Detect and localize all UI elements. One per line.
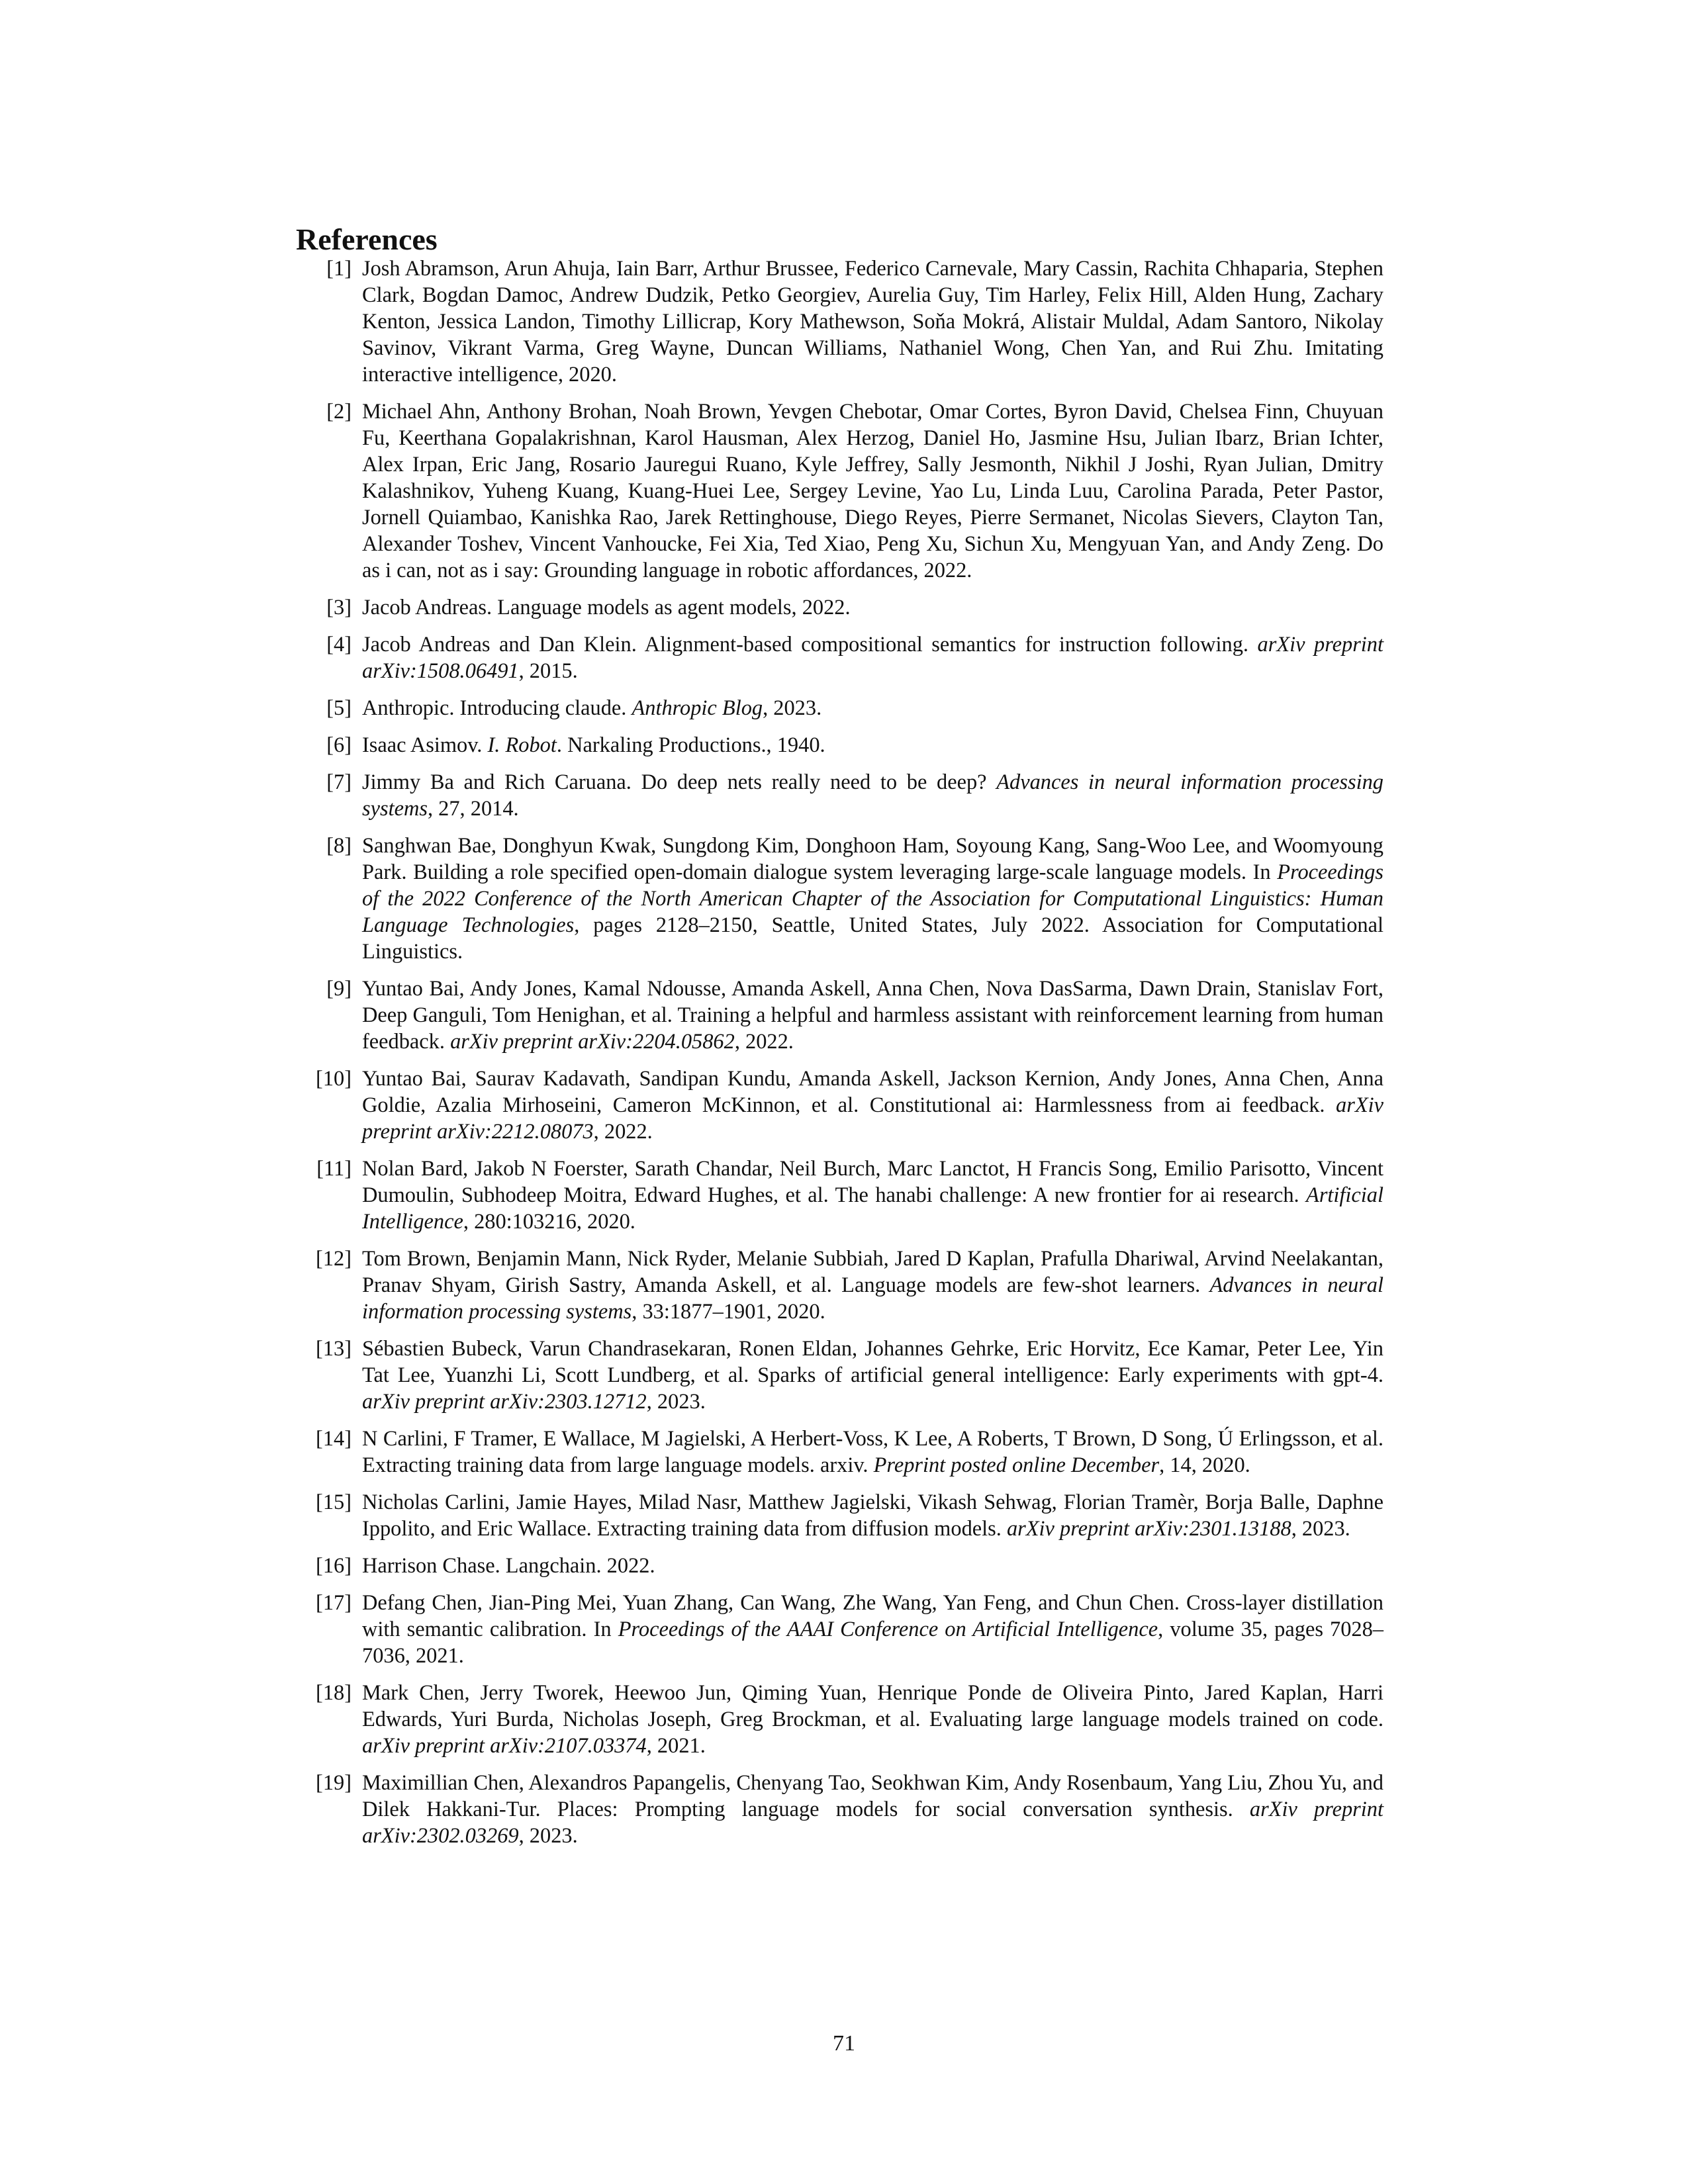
- reference-venue: arXiv preprint arXiv:2107.03374: [362, 1734, 647, 1758]
- page-number: 71: [833, 2031, 855, 2056]
- reference-text: [362, 398, 1383, 584]
- reference-segment: , 33:1877–1901, 2020.: [632, 1300, 825, 1324]
- reference-text: [362, 594, 1383, 621]
- reference-segment: . Narkaling Productions., 1940.: [556, 733, 825, 757]
- reference-segment: Harrison Chase. Langchain. 2022.: [362, 1554, 655, 1578]
- reference-item: [296, 255, 1383, 388]
- reference-segment: Maximillian Chen, Alexandros Papangelis, Chenyang Tao, Seokhwan Kim, Andy Rosenbaum, Yang Liu, Zhou Yu, and Dilek Hakkani-Tur. Places: Prompting language models for social conversation synthesis.: [362, 1771, 1383, 1821]
- reference-segment: Jimmy Ba and Rich Caruana. Do deep nets really need to be deep?: [362, 770, 997, 794]
- reference-segment: Nicholas Carlini, Jamie Hayes, Milad Nasr, Matthew Jagielski, Vikash Sehwag, Florian Tramèr, Borja Balle, Daphne Ippolito, and Eric Wallace. Extracting training data from diffusion models.: [362, 1490, 1383, 1541]
- reference-item: [296, 769, 1383, 822]
- reference-venue: arXiv preprint arXiv:2303.12712: [362, 1390, 647, 1414]
- reference-text: [362, 1590, 1383, 1669]
- references-list: [296, 255, 1383, 1860]
- reference-item: [296, 1489, 1383, 1542]
- reference-text: [362, 1336, 1383, 1415]
- reference-text: [362, 1246, 1383, 1325]
- reference-segment: , 280:103216, 2020.: [463, 1210, 635, 1234]
- reference-number: [2]: [326, 400, 352, 424]
- reference-venue: Proceedings of the 2022 Conference of the North American Chapter of the Association for Computational Linguistics: Human Language Technologies: [362, 860, 1383, 937]
- reference-text: [362, 255, 1383, 388]
- reference-text: [362, 1680, 1383, 1759]
- reference-number: [14]: [316, 1427, 352, 1451]
- reference-number: [18]: [316, 1681, 352, 1705]
- reference-number: [9]: [326, 977, 352, 1001]
- reference-number: [10]: [316, 1067, 352, 1091]
- reference-segment: Josh Abramson, Arun Ahuja, Iain Barr, Arthur Brussee, Federico Carnevale, Mary Cassin, Rachita Chhaparia, Stephen Clark, Bogdan Damoc, Andrew Dudzik, Petko Georgiev, Aurelia Guy, Tim Harley, Felix Hill, Alden Hung, Zachary Kenton, Jessica Landon, Timothy Lillicrap, Kory Mathewson, Soňa Mokrá, Alistair Muldal, Adam Santoro, Nikolay Savinov, Vikrant Varma, Greg Wayne, Duncan Williams, Nathaniel Wong, Chen Yan, and Rui Zhu. Imitating interactive intelligence, 2020.: [362, 257, 1383, 387]
- reference-number: [8]: [326, 834, 352, 858]
- reference-item: [296, 732, 1383, 758]
- reference-text: [362, 1066, 1383, 1145]
- reference-segment: , 2015.: [518, 659, 578, 683]
- reference-text: [362, 769, 1383, 822]
- reference-segment: Tom Brown, Benjamin Mann, Nick Ryder, Melanie Subbiah, Jared D Kaplan, Prafulla Dhariwal, Arvind Neelakantan, Pranav Shyam, Girish Sastry, Amanda Askell, et al. Language models are few-shot learners.: [362, 1247, 1383, 1297]
- reference-segment: Anthropic. Introducing claude.: [362, 696, 632, 720]
- reference-number: [3]: [326, 596, 352, 619]
- reference-item: [296, 1066, 1383, 1145]
- reference-item: [296, 833, 1383, 965]
- reference-segment: , 2023.: [1291, 1517, 1350, 1541]
- reference-segment: , volume 35, pages 7028–7036, 2021.: [362, 1617, 1383, 1668]
- reference-segment: Yuntao Bai, Saurav Kadavath, Sandipan Kundu, Amanda Askell, Jackson Kernion, Andy Jones, Anna Chen, Anna Goldie, Azalia Mirhoseini, Cameron McKinnon, et al. Constitutional ai: Harmlessness from ai feedback.: [362, 1067, 1383, 1117]
- reference-segment: , 2022.: [734, 1030, 794, 1054]
- reference-text: [362, 732, 1383, 758]
- reference-venue: arXiv preprint arXiv:1508.06491: [362, 633, 1384, 683]
- reference-segment: , pages 2128–2150, Seattle, United States, July 2022. Association for Computational Linguistics.: [362, 913, 1383, 964]
- reference-item: [296, 1426, 1383, 1479]
- reference-venue: arXiv preprint arXiv:2204.05862: [450, 1030, 735, 1054]
- reference-venue: Advances in neural information processing systems: [362, 770, 1383, 821]
- reference-text: [362, 976, 1383, 1055]
- reference-item: [296, 1246, 1383, 1325]
- reference-number: [17]: [316, 1591, 352, 1615]
- reference-item: [296, 594, 1383, 621]
- reference-text: [362, 631, 1383, 684]
- reference-number: [6]: [326, 733, 352, 757]
- reference-segment: , 14, 2020.: [1159, 1453, 1250, 1477]
- reference-segment: Sébastien Bubeck, Varun Chandrasekaran, Ronen Eldan, Johannes Gehrke, Eric Horvitz, Ece Kamar, Peter Lee, Yin Tat Lee, Yuanzhi Li, Scott Lundberg, et al. Sparks of artificial general intelligence: Early experiments with gpt-4.: [362, 1337, 1383, 1387]
- reference-segment: Jacob Andreas and Dan Klein. Alignment-based compositional semantics for instruction following.: [362, 633, 1258, 657]
- reference-number: [15]: [316, 1490, 352, 1514]
- reference-text: [362, 1156, 1383, 1235]
- reference-segment: , 2021.: [646, 1734, 706, 1758]
- reference-venue: Anthropic Blog: [632, 696, 763, 720]
- reference-segment: Jacob Andreas. Language models as agent models, 2022.: [362, 596, 851, 619]
- reference-venue: Preprint posted online December: [873, 1453, 1160, 1477]
- reference-text: [362, 1426, 1383, 1479]
- reference-venue: arXiv preprint arXiv:2212.08073: [362, 1093, 1383, 1144]
- reference-item: [296, 1553, 1383, 1579]
- reference-text: [362, 1770, 1383, 1849]
- reference-text: [362, 1553, 1383, 1579]
- reference-venue: I. Robot: [487, 733, 557, 757]
- reference-number: [11]: [316, 1157, 352, 1181]
- reference-text: [362, 1489, 1383, 1542]
- reference-number: [1]: [326, 257, 352, 281]
- reference-segment: N Carlini, F Tramer, E Wallace, M Jagielski, A Herbert-Voss, K Lee, A Roberts, T Brown, D Song, Ú Erlingsson, et al. Extracting training data from large language models. arxiv.: [362, 1427, 1383, 1477]
- reference-item: [296, 695, 1383, 721]
- reference-segment: , 27, 2014.: [427, 797, 519, 821]
- reference-number: [13]: [316, 1337, 352, 1361]
- reference-segment: , 2023.: [646, 1390, 706, 1414]
- reference-text: [362, 833, 1383, 965]
- reference-segment: , 2023.: [763, 696, 822, 720]
- reference-item: [296, 398, 1383, 584]
- reference-venue: arXiv preprint arXiv:2301.13188: [1006, 1517, 1291, 1541]
- reference-number: [5]: [326, 696, 352, 720]
- reference-segment: , 2023.: [518, 1824, 578, 1848]
- reference-segment: Yuntao Bai, Andy Jones, Kamal Ndousse, Amanda Askell, Anna Chen, Nova DasSarma, Dawn Drain, Stanislav Fort, Deep Ganguli, Tom Henighan, et al. Training a helpful and harmless assistant with reinforcement learning from human feedback.: [362, 977, 1383, 1054]
- reference-segment: Michael Ahn, Anthony Brohan, Noah Brown, Yevgen Chebotar, Omar Cortes, Byron David, Chelsea Finn, Chuyuan Fu, Keerthana Gopalakrishnan, Karol Hausman, Alex Herzog, Daniel Ho, Jasmine Hsu, Julian Ibarz, Brian Ichter, Alex Irpan, Eric Jang, Rosario Jauregui Ruano, Kyle Jeffrey, Sally Jesmonth, Nikhil J Joshi, Ryan Julian, Dmitry Kalashnikov, Yuheng Kuang, Kuang-Huei Lee, Sergey Levine, Yao Lu, Linda Luu, Carolina Parada, Peter Pastor, Jornell Quiambao, Kanishka Rao, Jarek Rettinghouse, Diego Reyes, Pierre Sermanet, Nicolas Sievers, Clayton Tan, Alexander Toshev, Vincent Vanhoucke, Fei Xia, Ted Xiao, Peng Xu, Sichun Xu, Mengyuan Yan, and Andy Zeng. Do as i can, not as i say: Grounding language in robotic affordances, 2022.: [362, 400, 1383, 582]
- reference-venue: Advances in neural information processing systems: [362, 1273, 1383, 1324]
- reference-venue: arXiv preprint arXiv:2302.03269: [362, 1797, 1383, 1848]
- reference-segment: Nolan Bard, Jakob N Foerster, Sarath Chandar, Neil Burch, Marc Lanctot, H Francis Song, Emilio Parisotto, Vincent Dumoulin, Subhodeep Moitra, Edward Hughes, et al. The hanabi challenge: A new frontier for ai research.: [362, 1157, 1383, 1207]
- reference-segment: , 2022.: [593, 1120, 653, 1144]
- reference-item: [296, 976, 1383, 1055]
- reference-item: [296, 1590, 1383, 1669]
- reference-text: [362, 695, 1383, 721]
- reference-segment: Defang Chen, Jian-Ping Mei, Yuan Zhang, Can Wang, Zhe Wang, Yan Feng, and Chun Chen. Cross-layer distillation with semantic calibration. In: [362, 1591, 1383, 1641]
- reference-item: [296, 1680, 1383, 1759]
- reference-segment: Isaac Asimov.: [362, 733, 488, 757]
- reference-item: [296, 1770, 1383, 1849]
- reference-venue: Proceedings of the AAAI Conference on Artificial Intelligence: [618, 1617, 1158, 1641]
- reference-item: [296, 1336, 1383, 1415]
- reference-segment: Mark Chen, Jerry Tworek, Heewoo Jun, Qiming Yuan, Henrique Ponde de Oliveira Pinto, Jared Kaplan, Harri Edwards, Yuri Burda, Nicholas Joseph, Greg Brockman, et al. Evaluating large language models trained on code.: [362, 1681, 1383, 1731]
- reference-item: [296, 1156, 1383, 1235]
- reference-number: [19]: [316, 1771, 352, 1795]
- references-heading: References: [296, 222, 438, 257]
- reference-number: [16]: [316, 1554, 352, 1578]
- reference-number: [4]: [326, 633, 352, 657]
- reference-number: [7]: [326, 770, 352, 794]
- reference-number: [12]: [316, 1247, 352, 1271]
- reference-segment: Sanghwan Bae, Donghyun Kwak, Sungdong Kim, Donghoon Ham, Soyoung Kang, Sang-Woo Lee, and Woomyoung Park. Building a role specified open-domain dialogue system leveraging large-scale language models. In: [362, 834, 1383, 884]
- reference-item: [296, 631, 1383, 684]
- reference-venue: Artificial Intelligence: [362, 1183, 1383, 1234]
